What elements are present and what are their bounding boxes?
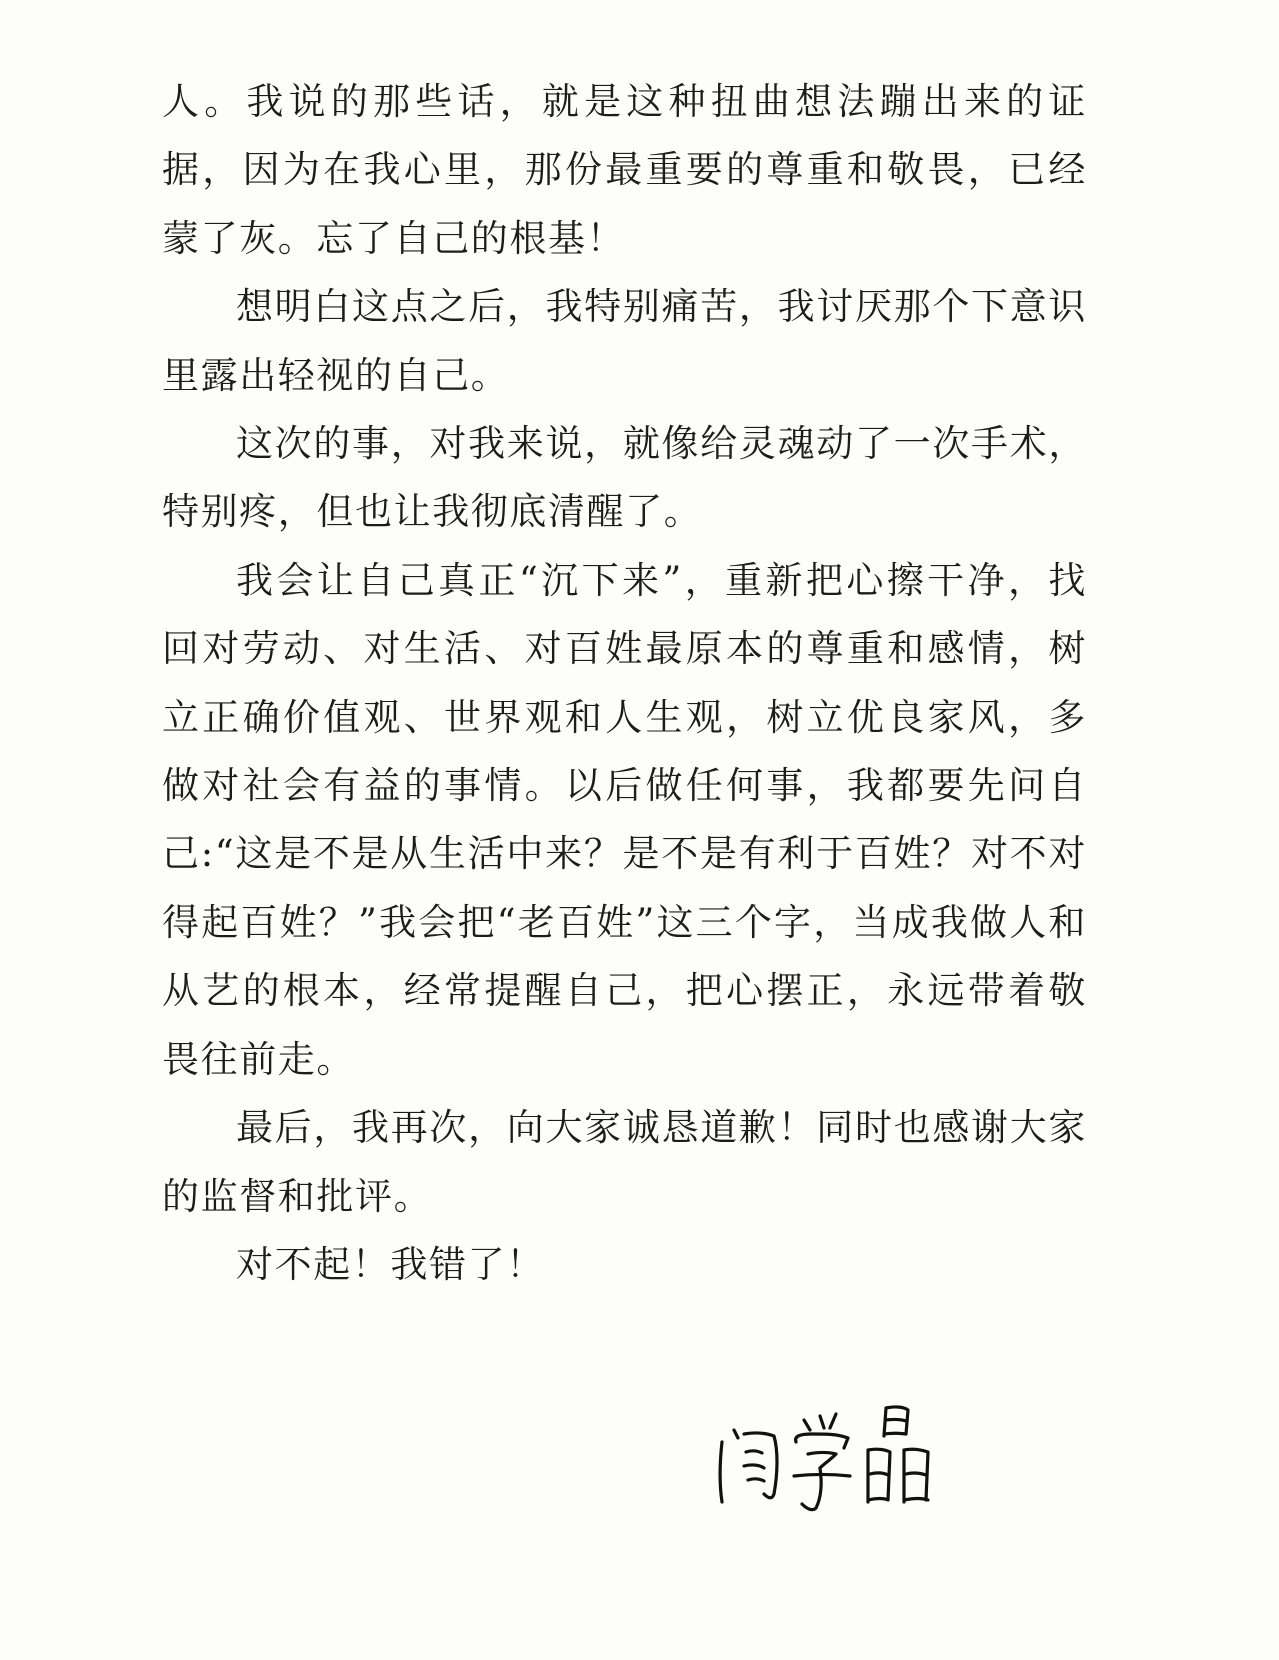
signature-drawing — [708, 1390, 968, 1530]
paragraph-apology: 最后，我再次，向大家诚恳道歉！同时也感谢大家的监督和批评。 — [162, 1106, 1087, 1218]
paragraph-realization: 想明白这点之后，我特别痛苦，我讨厌那个下意识里露出轻视的自己。 — [162, 285, 1087, 397]
paragraph-surgery: 这次的事，对我来说，就像给灵魂动了一次手术，特别疼，但也让我彻底清醒了。 — [162, 422, 1087, 534]
handwritten-signature — [708, 1390, 968, 1530]
paragraph-commitment: 我会让自己真正“沉下来”，重新把心擦干净，找回对劳动、对生活、对百姓最原本的尊重和感情，树立正确价值观、世界观和人生观，树立优良家风，多做对社会有益的事情。以后做任何事，我都要先问自己:“这是不是从生活中来？是不是有利于百姓？对不对得起百姓？”我会把“老百姓”这三个字，当成我做人和从艺的根本，经常提醒自己，把心摆正，永远带着敬畏往前走。 — [162, 558, 1087, 1081]
letter-body — [162, 68, 1087, 1299]
paragraph-continuation: 人。我说的那些话，就是这种扭曲想法蹦出来的证据，因为在我心里，那份最重要的尊重和敬畏，已经蒙了灰。忘了自己的根基！ — [162, 80, 1087, 260]
paragraph-closing: 对不起！我错了！ — [236, 1242, 545, 1286]
